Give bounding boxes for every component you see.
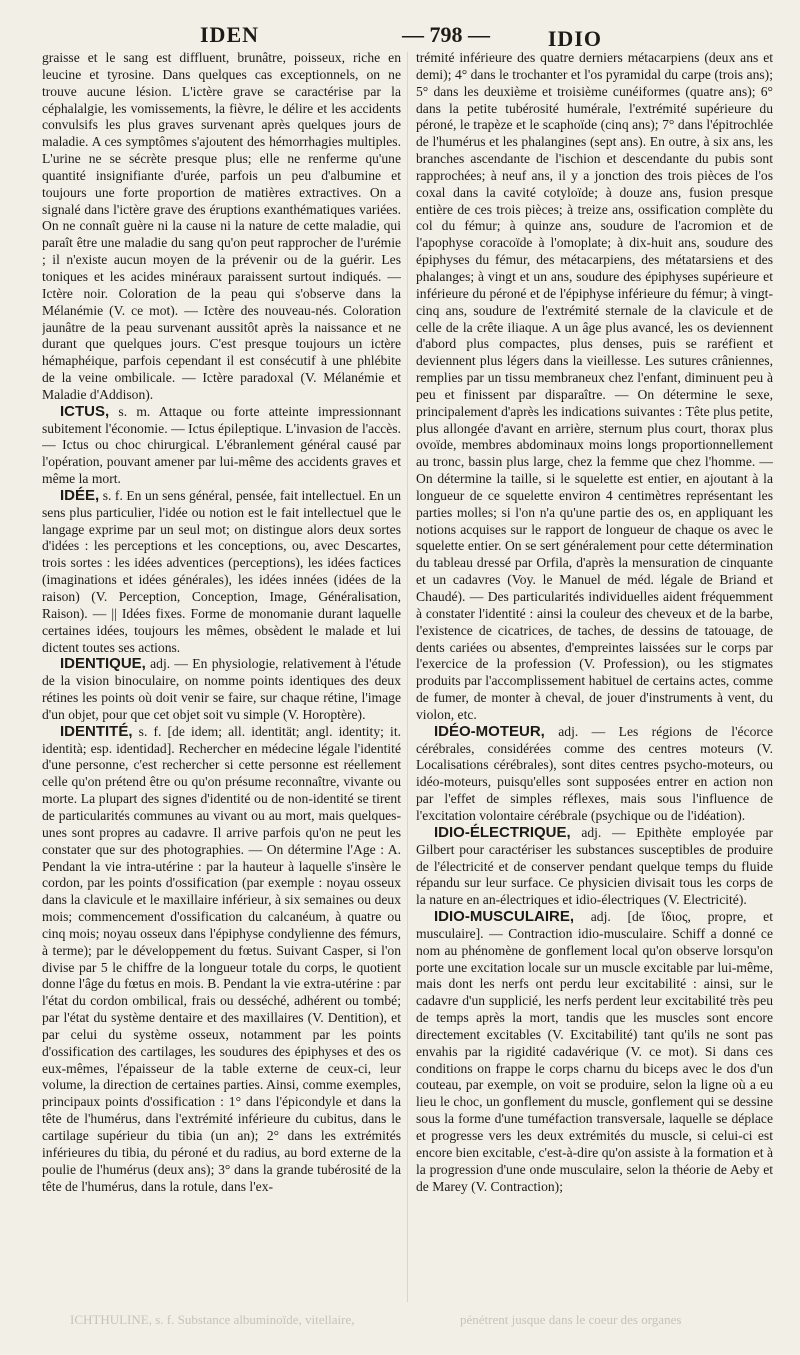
entry-identique — [42, 656, 401, 723]
entry-ideo-moteur — [416, 724, 773, 825]
headword-idio-electrique: IDIO-ÉLECTRIQUE, — [434, 823, 571, 841]
header-left-guideword: IDEN — [200, 22, 260, 47]
footer-left-text: ICHTHULINE, s. f. Substance albuminoïde, vitellaire, — [70, 1312, 355, 1327]
headword-identite: IDENTITÉ, — [60, 722, 133, 740]
entry-ictus-body: s. m. Attaque ou forte atteinte impressionnant subitement l'économie. — Ictus épileptique. L'invasion de l'accès. — Ictus ou choc chirurgical. L'ébranlement général causé par l'opération, pouvant amener par lui-même des accidents graves et même la mort. — [42, 403, 401, 487]
entry-identite — [42, 724, 401, 1196]
entry-idee-body: s. f. En un sens général, pensée, fait intellectuel. En un sens plus particulier, l'idée ou notion est le fait intellectuel que le langage exprime par un seul mot; on distingue alors deux sortes d'idées : les perceptions et les conceptions, ou, avec Descartes, trois sortes : les idées adventices (perceptions), les idées factices (imaginations et idées générales), les idées innées (idées de la raison) (V. Perception, Conception, Image, Généralisation, Raison). — || Idées fixes. Forme de monomanie durant laquelle certaines idées, toujours les mêmes, obsèdent le malade et lui dictent toutes ses actions. — [42, 487, 401, 655]
headword-identique: IDENTIQUE, — [60, 655, 146, 673]
right-column — [416, 50, 773, 1305]
entry-ictus — [42, 404, 401, 488]
entry-idio-electrique — [416, 825, 773, 909]
left-column — [42, 50, 401, 1305]
entry-idee — [42, 488, 401, 656]
headword-idio-musculaire: IDIO-MUSCULAIRE, — [434, 908, 574, 926]
headword-ictus: ICTUS, — [60, 402, 110, 420]
footer-right-text: pénétrent jusque dans le coeur des organes — [460, 1312, 682, 1327]
entry-idio-electrique-body: adj. — Epithète employée par Gilbert pour caractériser les substances susceptibles de produire de l'électricité et de conserver pendant quelque temps du fluide répandu sur leur surface. Ce physicien divisait tous les corps de la nature en an-électriques et idio-électriques (V. Electricité). — [416, 824, 773, 908]
entry-identique-body: adj. — En physiologie, relativement à l'étude de la vision binoculaire, on nomme points identiques des deux rétines les points où doit venir se faire, sur chaque rétine, l'image d'un objet, pour que cet objet soit vu simple (V. Horoptère). — [42, 656, 401, 722]
identite-continuation: trémité inférieure des quatre derniers métacarpiens (deux ans et demi); 4° dans le trochanter et l'os pyramidal du carpe (trois ans); 5° dans les deuxième et troisième cunéiformes (quatre ans); 6° dans la petite tubérosité humérale, l'extrémité supérieure du péroné, le trapèze et le scaphoïde (cinq ans); 7° dans l'épitrochlée de l'humérus et les phalangines (sept ans). En outre, à six ans, les branches ascendante de l'ischion et descendante du pubis sont rapprochées; à neuf ans, il y a jonction des trois pièces de l'os coxal dans la cavité cotyloïde; à douze ans, fusion presque entière de ces trois pièces; à treize ans, ossification complète du col du fémur; à quinze ans, soudure de l'acromion et de l'apophyse coracoïde à l'omoplate; à dix-huit ans, soudure des épiphyses du fémur, des métacarpiens, des métatarsiens et des phalanges; à vingt et un ans, soudure des épiphyses supérieure et inférieure du péroné et de l'épiphyse inférieure du fémur; à vingt-cinq ans, soudure de l'extrémité sternale de la clavicule et de celle de la crête iliaque. A un âge plus avancé, les os deviennent d'abord plus compactes, plus denses, puis se raréfient et deviennent plus légers dans la vieillesse. Les sutures crâniennes, remplies par un tissu membraneux chez l'enfant, diminuent peu à peu et finissent par disparaître. — On détermine le sexe, principalement d'après les indications suivantes : Tête plus petite, plus allongée d'avant en arrière, sternum plus court, thorax plus ovoïde, membres abdominaux moins longs proportionnellement au tronc, bassin plus large, chez la femme que chez l'homme. — On détermine la taille, si le squelette est entier, en ajoutant à la longueur de ce squelette environ 4 centimètres représentant les parties molles; si l'on n'a qu'une partie des os, en appliquant les notions acquises sur le rapport de longueur de chaque os avec le squelette entier. On se sert généralement pour cette détermination du tableau dressé par Orfila, d'après la mensuration de cinquante et un cadavres (Voy. le Manuel de méd. légale de Briand et Chaudé). — Des particularités individuelles aident fréquemment à constater l'identité : ainsi la couleur des cheveux et de la barbe, l'existence de cicatrices, de taches, de dessins de tatouage, de dents cariées ou absentes, d'empreintes laissées sur le corps par l'exercice de la profession (V. Profession), ou les stigmates produits par l'accomplissement habituel de certains actes, comme de fumer, de monter à cheval, de jouer d'instruments à vent, du violon, etc. — [416, 50, 773, 722]
entry-idio-musculaire — [416, 909, 773, 1195]
running-header — [40, 22, 778, 52]
header-right-guideword: IDIO — [547, 26, 602, 51]
bleed-through-footer — [40, 1312, 778, 1334]
entry-identite-body: s. f. [de idem; all. identität; angl. identity; it. identità; esp. identidad]. Rechercher en médecine légale l'identité d'une personne, c'est rechercher si cette personne est réellement celle qu'on prétend être ou qu'on présume reconnaître, vivante ou morte. La plupart des signes d'identité ou de non-identité se tirent de particularités communes au vivant ou au mort, mais quelques-unes sont propres au cadavre. Il arrive parfois qu'on ne peut les constater que sur des photographies. — On détermine l'Age : A. Pendant la vie intra-utérine : par la hauteur à laquelle s'insère le cordon, par les points d'ossification (par exemple : noyau osseux dans la clavicule et le maxillaire inférieur, à six semaines ou deux mois; commencement d'ossification du calcanéum, à quatre ou cinq mois; noyau osseux dans l'épiphyse condylienne des fémurs, à terme); par le développement du fœtus. Suivant Casper, si l'on divise par 5 le chiffre de la longueur totale du corps, le quotient donne l'âge du fœtus en mois. B. Pendant la vie extra-utérine : par l'état du cordon ombilical, frais ou desséché, adhérent ou tombé; par l'état du système dentaire et des maxillaires (V. Dentition), et par celui du système osseux, notamment par les points d'ossification des cartilages, les soudures des épiphyses et des os eux-mêmes, l'épaisseur de la table externe de ceux-ci, leur volume, la direction de certaines parties. Ainsi, comme exemples, principaux points d'ossification : 1° dans l'épicondyle et dans la tête de l'humérus, dans l'extrémité inférieure du cubitus, dans le cartilage supérieur du tibia (un an); 2° dans les extrémités inférieures du tibia, du péroné et du radius, au bord externe de la poulie de l'humérus (deux ans); 3° dans la grande tubérosité de la tête de l'humérus, dans la rotule, dans l'ex- — [42, 723, 401, 1194]
ictere-continuation: graisse et le sang est diffluent, brunâtre, poisseux, riche en leucine et tyrosine. Dans quelques cas exceptionnels, on ne trouve aucune lésion. L'ictère grave se caractérise par la céphalalgie, les vomissements, la fièvre, le délire et les accidents convulsifs les plus graves survenant après quelques jours de maladie. A ces symptômes s'ajoutent des hémorrhagies multiples. L'urine ne se sécrète presque plus; elle ne renferme qu'une quantité insignifiante d'urée, parfois un peu d'albumine et toujours une forte proportion de matières extractives. On a signalé dans l'ictère grave des éruptions exanthématiques variées. On ne connaît guère ni la cause ni la nature de cette maladie, qui paraît être une maladie du sang qu'on peut rapprocher de l'urémie ; il n'existe aucun moyen de la prévenir ou de la guérir. Les toniques et les acides minéraux paraissent surtout indiqués. — Ictère noir. Coloration de la peau qui s'observe dans la Mélanémie (V. ce mot). — Ictère des nouveau-nés. Coloration jaunâtre de la peau survenant aussitôt après la naissance et ne durant que quelques jours. C'est presque toujours un ictère hémaphéique, parfois cependant il est consécutif à une phlébite de la veine ombilicale. — Ictère paradoxal (V. Mélanémie et Maladie d'Addison). — [42, 50, 401, 402]
entry-idio-musculaire-body: adj. [de ἴδιος, propre, et musculaire]. — Contraction idio-musculaire. Schiff a donné ce nom au phénomène de gonflement local qu'on observe lorsqu'on porte une excitation locale sur un muscle excitable par lui-même, mais dont les nerfs ont perdu leur excitabilité : ainsi, sur le cadavre d'un supplicié, les nerfs perdent leur excitabilité très peu de temps après la mort, tandis que les muscles sont encore directement excitables (V. Excitabilité) tant qu'ils ne sont pas envahis par la rigidité cadavérique (V. ce mot). Si dans ces conditions on frappe le corps charnu du biceps avec le dos d'un couteau, par exemple, on voit se produire, selon la ligne où a eu lieu le choc, un gonflement du muscle, gonflement qui se dessine sous la forme d'une tuméfaction transversale, laquelle se déplace et progresse vers les deux extrémités du muscle, si celui-ci est encore bien excitable, c'est-à-dire qu'on assiste à la formation et à la progression d'une onde musculaire, selon la théorie de Aeby et de Marey (V. Contraction); — [416, 909, 773, 1194]
entry-ideo-moteur-body: adj. — Les régions de l'écorce cérébrales, considérées comme des centres moteurs (V. Localisations cérébrales), sont dites centres psycho-moteurs, ou idéo-moteurs, puisqu'elles sont supposées entrer en action non par l'effet de simples réflexes, mais sous l'influence de l'excitation volontaire cérébrale (psychique ou de l'idéation). — [416, 723, 773, 823]
column-divider — [407, 52, 408, 1302]
page-number: — 798 — — [402, 22, 490, 47]
headword-ideo-moteur: IDÉO-MOTEUR, — [434, 722, 545, 740]
headword-idee: IDÉE, — [60, 486, 100, 504]
